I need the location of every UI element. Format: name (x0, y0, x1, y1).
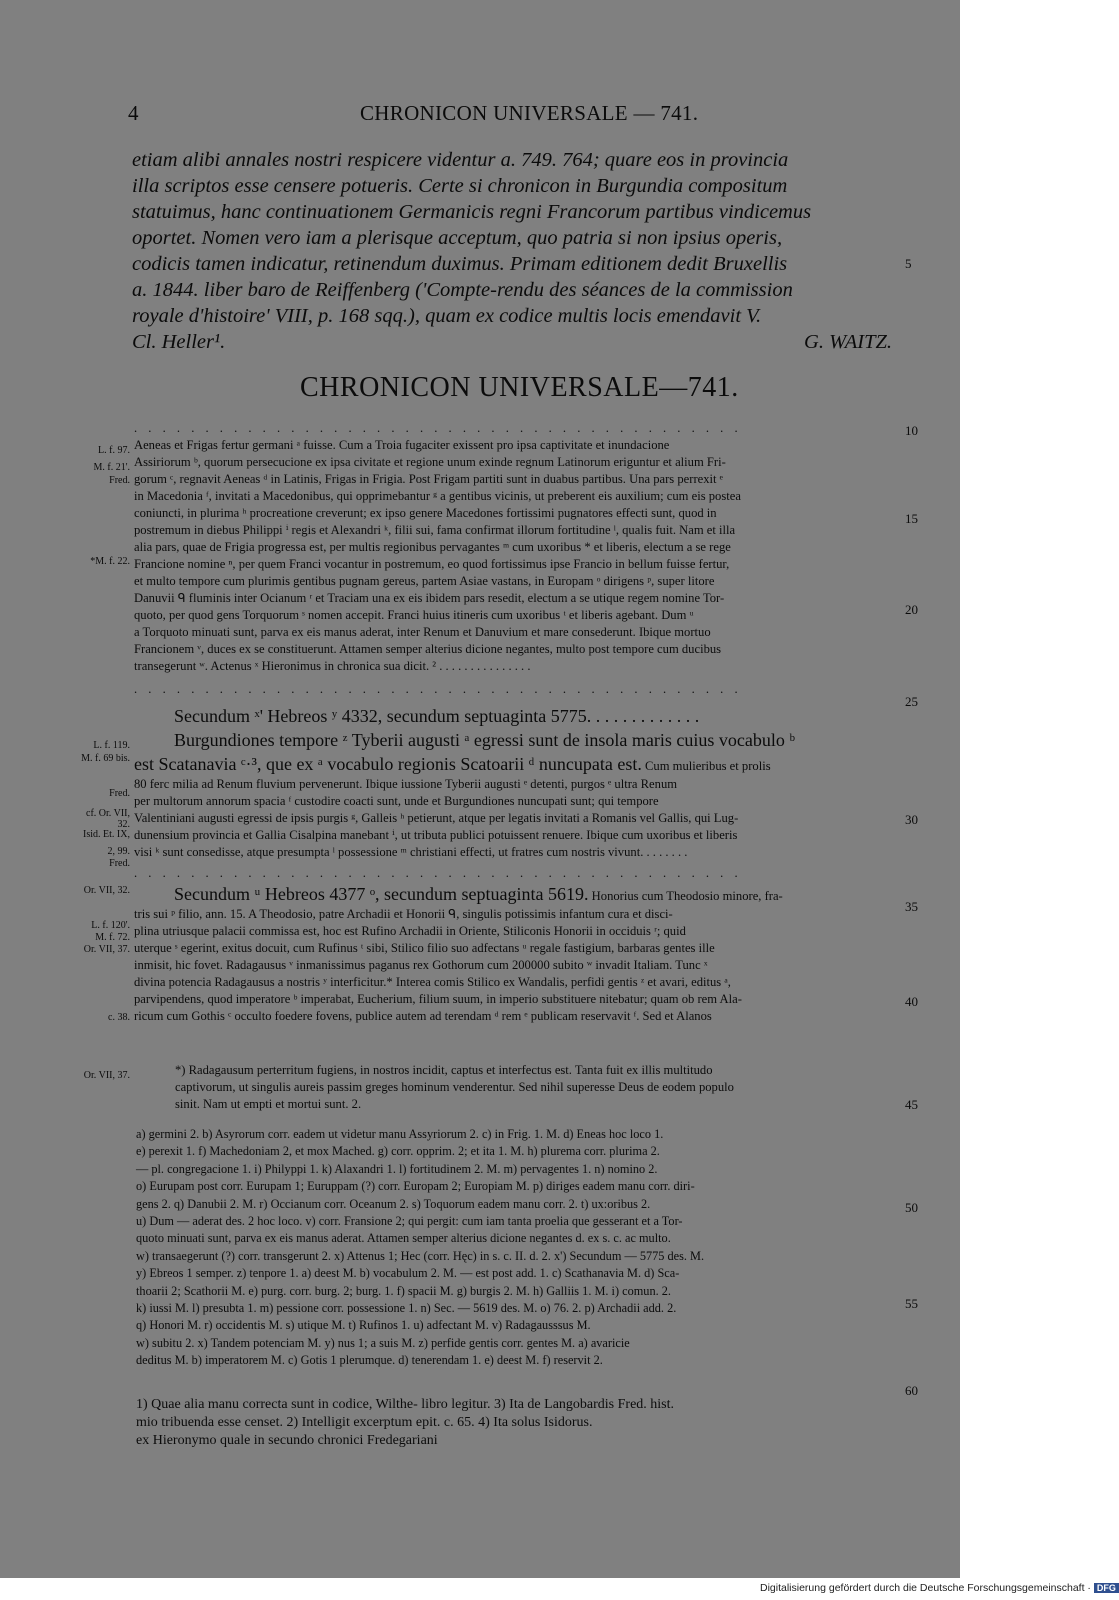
variant-line: — pl. congregacione 1. i) Philyppi 1. k) Alaxandri 1. l) fortitudinem 2. M. m) pervagentes 1. n) nomino 2. (136, 1161, 658, 1176)
line-number: 55 (905, 1296, 918, 1311)
section-heading: Secundum ˣ' Hebreos ʸ 4332, secundum septuaginta 5775. . . . . . . . . . . . . (174, 706, 700, 726)
variant-line: o) Eurupam post corr. Eurupam 1; Euruppam (?) corr. Europam 2; Europiam M. p) diriges eadem manu corr. diri- (136, 1179, 695, 1194)
variant-line: u) Dum — aderat des. 2 hoc loco. v) corr. Fransione 2; qui pergit: cum iam tanta proelia que gesserant et a Tor- (136, 1214, 683, 1229)
dfg-logo: DFG (1094, 1583, 1119, 1593)
line-number: 15 (905, 511, 918, 526)
dot-leader: . . . . . . . . . . . . . . . . . . . . . . . . . . . . . . . . . . . . . . . . . . . (134, 682, 742, 696)
section-heading: Secundum ᵘ Hebreos 4377 ᵒ, secundum septuaginta 5619. (174, 884, 589, 904)
intro-line: a. 1844. liber baro de Reiffenberg ('Compte-rendu des séances de la commission (132, 279, 793, 301)
body-line: a Torquoto minuati sunt, parva ex eis manus aderat, inter Renum et Danuvium et mare consederunt. Ibique mortuo (134, 625, 711, 639)
section-heading: Burgundiones tempore ᶻ Tyberii augusti ᵃ egressi sunt de insola maris cuius vocabulo ᵇ (174, 730, 795, 750)
page-number: 4 (128, 101, 139, 125)
body-line: Danuvii ᑫ fluminis inter Ocianum ʳ et Traciam una ex eis ibidem pars resedit, electum a se utique regem nomine Tor- (134, 591, 725, 605)
intro-line: illa scriptos esse censere potueris. Certe si chronicon in Burgundia compositum (132, 175, 788, 197)
margin-reference: L. f. 97. (98, 445, 130, 456)
credit-text: Digitalisierung gefördert durch die Deutsche Forschungsgemeinschaft · (760, 1582, 1091, 1594)
variant-line: deditus M. b) imperatorem M. c) Gotis 1 plerumque. d) tenerendam 1. e) deest M. f) reservit 2. (136, 1353, 603, 1368)
body-line: Francionem ᵛ, duces ex se constituerunt. Attamen semper alterius dicione negantes, multo post tempore cum ducibus (134, 642, 722, 656)
section-continued: Honorius cum Theodosio minore, fra- (591, 889, 783, 903)
line-number: 5 (905, 256, 912, 271)
dot-leader: . . . . . . . . . . . . . . . . . . . . . . . . . . . . . . . . . . . . . . . . . . . (134, 866, 742, 880)
margin-reference: M. f. 69 bis. (81, 753, 130, 764)
body-line: alia pars, quae de Frigia progressa est, per multis regionibus pervagantes ᵐ cum uxoribus * et liberis, electum a se rege (134, 540, 731, 554)
line-number: 35 (905, 899, 918, 914)
margin-reference: Or. VII, 32. (83, 885, 130, 896)
footnote-line: 1) Quae alia manu correcta sunt in codice, Wilthe- libro legitur. 3) Ita de Langobardis Fred. hist. (136, 1397, 675, 1412)
margin-reference: c. 38. (108, 1012, 130, 1023)
asterisk-note (175, 1062, 905, 1113)
body-line: Aeneas et Frigas fertur germani ᵃ fuisse. Cum a Troia fugaciter exissent pro ipsa captivitate et inundacione (134, 438, 670, 452)
dot-leader: . . . . . . . . . . . . . . . . . . . . . . . . . . . . . . . . . . . . . . . . . . . (134, 421, 742, 435)
intro-line: royale d'histoire' VIII, p. 168 sqq.), quam ex codice multis locis emendavit V. (132, 305, 762, 327)
margin-reference: L. f. 120'. (91, 920, 130, 931)
body-line: 80 ferc milia ad Renum fluvium pervenerunt. Ibique iussione Tyberii augusti ᵉ detenti, purgos ᵉ ultra Renum (134, 777, 678, 791)
scatanavia-text: est Scatanavia ᶜ·³, que ex ᵃ vocabulo regionis Scatoarii ᵈ nuncupata est. (134, 754, 642, 774)
intro-last-text: Cl. Heller¹. (132, 331, 226, 353)
line-number: 20 (905, 602, 918, 617)
intro-line: statuimus, hanc continuationem Germanicis regni Francorum partibus vindicemus (132, 201, 812, 223)
footnote-line: ex Hieronymo quale in secundo chronici Fredegariani (136, 1433, 438, 1448)
scatanavia-continued: Cum mulieribus et prolis (645, 759, 771, 773)
body-line: postremum in diebus Philippi ⁱ regis et Alexandri ᵏ, filii sui, fama confirmat illorum fortitudine ˡ, qualis fuit. Nam et illa (134, 523, 736, 537)
variant-line: e) perexit 1. f) Machedoniam 2, et mox Mached. g) corr. opprim. 2; et ita 1. M. h) plurema corr. plurima 2. (136, 1144, 660, 1159)
body-line: ricum cum Gothis ᶜ occulto foedere fovens, publice autem ad terendam ᵈ rem ᵉ publicam reservavit ᶠ. Sed et Alanos (134, 1009, 712, 1023)
body-line (134, 752, 904, 776)
body-line: Assiriorum ᵇ, quorum persecucione ex ipsa civitate et regione unum exinde regnum Latinorum eriguntur et alium Fri- (134, 455, 726, 469)
body-line: parvipendens, quod imperatore ᵇ imperabat, Eucherium, filium suum, in imperio substituere nitebatur; quam ob rem Ala- (134, 992, 742, 1006)
body-line: plina utriusque palacii commissa est, hoc est Rufino Archadii in Oriente, Stiliconis Honorii in occiduis ʳ; quid (134, 924, 686, 938)
body-line: visi ᵏ sunt consedisse, atque presumpta ˡ possessione ᵐ christiani effecti, ut fratres cum nostris vivunt. . . . . . . . (134, 845, 688, 859)
variant-line: w) subitu 2. x) Tandem potenciam M. y) nus 1; a suis M. z) perfide gentis corr. gentes M. a) avaricie (136, 1335, 630, 1350)
line-number: 10 (905, 423, 918, 438)
editor-signature: G. WAITZ. (804, 331, 892, 353)
body-line: inmisit, hic fovet. Radagausus ᵛ inmanissimus paganus rex Gothorum cum 200000 subito ʷ invadit Italiam. Tunc ˣ (134, 958, 708, 972)
body-line: uterque ˢ egerint, exitus docuit, cum Rufinus ᵗ sibi, Stilico filio suo adfectans ᵘ regale fastigium, barbaras gentes ille (134, 941, 715, 955)
footnote-line: mio tribuenda esse censet. 2) Intelligit excerptum epit. c. 65. 4) Ita solus Isidorus. (136, 1415, 593, 1430)
margin-reference: Or. VII, 37. (83, 1070, 130, 1081)
margin-reference: 32. (117, 819, 130, 830)
margin-reference: Isid. Et. IX, (83, 829, 130, 840)
intro-line: etiam alibi annales nostri respicere videntur a. 749. 764; quare eos in provincia (132, 149, 789, 171)
variant-apparatus (136, 1126, 906, 1370)
variant-line: thoarii 2; Scathorii M. e) purg. corr. burg. 2; burg. 1. f) spacii M. g) burgis 2. M. h) Galliis 1. M. i) comun. 2. (136, 1283, 671, 1298)
line-number: 30 (905, 812, 918, 827)
running-title: CHRONICON UNIVERSALE — 741. (360, 101, 699, 125)
line-number: 25 (905, 694, 918, 709)
body-line: gorum ᶜ, regnavit Aeneas ᵈ in Latinis, Frigas in Frigia. Post Frigam partiti sunt in duabus partibus. Una pars perrexit ᵉ (134, 472, 723, 486)
line-number: 60 (905, 1383, 918, 1398)
note-line: sinit. Nam ut empti et mortui sunt. 2. (175, 1097, 362, 1111)
body-line: transegerunt ʷ. Actenus ˣ Hieronimus in chronica sua dicit. ² . . . . . . . . . . . . . . . (134, 659, 531, 673)
body-line: dunensium provincia et Gallia Cisalpina manebant ⁱ, ut tributa publici potuissent renuere. Ibique cum uxoribus et liberis (134, 828, 738, 842)
body-line: quoto, per quod gens Torquorum ˢ nomen accepit. Franci huius itineris cum uxoribus ᵗ et liberis agebant. Dum ᵘ (134, 608, 694, 622)
line-number: 50 (905, 1200, 918, 1215)
margin-reference: M. f. 72. (95, 932, 130, 943)
body-line (174, 882, 904, 906)
margin-reference: Or. VII, 37. (83, 944, 130, 955)
body-line: coniuncti, in plurima ʰ procreatione creverunt; ex ipso genere Macedones fortissimi pugnatores effecti sunt, quod in (134, 506, 717, 520)
intro-last-line (132, 329, 892, 355)
margin-reference: *M. f. 22. (90, 556, 130, 567)
body-line: tris sui ᵖ filio, ann. 15. A Theodosio, patre Archadii et Honorii ᑫ, singulis potissimis infantum cura et disci- (134, 907, 673, 921)
margin-reference: Fred. (109, 475, 130, 486)
body-line: divina potencia Radagausus a nostris ʸ interficitur.* Interea comis Stilico ex Wandalis, perfidi gentis ᶻ et avari, editus ᵃ, (134, 975, 731, 989)
variant-line: w) transaegerunt (?) corr. transgerunt 2. x) Attenus 1; Hec (corr. Hęc) in s. c. II. d. 2. x') Secundum — 5775 des. M. (136, 1248, 705, 1263)
margin-reference: Fred. (109, 788, 130, 799)
margin-reference: Fred. (109, 858, 130, 869)
chronicle-text (134, 420, 904, 1025)
intro-line: codicis tamen indicatur, retinendum duximus. Primam editionem dedit Bruxellis (132, 253, 788, 275)
body-line: Valentiniani augusti egressi de ipsis purgis ᵍ, Galleis ʰ petierunt, atque per legatis invitati a Romanis vel Gallis, qui Lug- (134, 811, 739, 825)
body-line: Francione nomine ⁿ, per quem Franci vocantur in postremum, eo quod fortissimus ipse Francio in bellum fuisse fertur, (134, 557, 730, 571)
footnotes (136, 1396, 906, 1450)
variant-line: quoto minuati sunt, parva ex eis manus aderat. Attamen semper alterius dicione negantes d. ex s. c. ac multo. (136, 1231, 671, 1246)
variant-line: k) iussi M. l) presubta 1. m) pessione corr. possessione 1. n) Sec. — 5619 des. M. o) 76. 2. p) Archadii add. 2. (136, 1301, 677, 1316)
margin-reference: 2, 99. (107, 846, 130, 857)
intro-line: oportet. Nomen vero iam a plerisque acceptum, quo patria si non ipsius operis, (132, 227, 783, 249)
line-number: 45 (905, 1097, 918, 1112)
chronicon-title: CHRONICON UNIVERSALE—741. (300, 372, 739, 403)
line-number: 40 (905, 994, 918, 1009)
margin-reference: L. f. 119. (93, 740, 130, 751)
margin-reference: M. f. 21'. (93, 462, 130, 473)
variant-line: a) germini 2. b) Asyrorum corr. eadem ut videtur manu Assyriorum 2. c) in Frig. 1. M. d) Eneas hoc loco 1. (136, 1127, 664, 1141)
body-line: in Macedonia ᶠ, invitati a Macedonibus, qui opprimebantur ᵍ a gentibus vicinis, ut preberent eis auxilium; cum eis postea (134, 489, 741, 503)
intro-paragraph (132, 147, 902, 355)
body-line: et multo tempore cum plurimis gentibus pugnam gereus, partem Asiae vastans, in Europam ᵒ dirigens ᵖ, super litore (134, 574, 715, 588)
note-line: captivorum, ut singulis aureis passim greges hominum venderentur. Sed nihil superesse Deus de eodem populo (175, 1080, 734, 1094)
body-line: per multorum annorum spacia ᶠ custodire coacti sunt, unde et Burgundiones nuncupati sunt; qui tempore (134, 794, 659, 808)
variant-line: y) Ebreos 1 semper. z) tenpore 1. a) deest M. b) vocabulum 2. M. — est post add. 1. c) Scathanavia M. d) Sca- (136, 1266, 680, 1281)
digitization-credit (760, 1582, 1119, 1594)
variant-line: gens 2. q) Danubii 2. M. r) Occianum corr. Oceanum 2. s) Toquorum eadem manu corr. 2. t) ux:oribus 2. (136, 1196, 651, 1211)
margin-reference: cf. Or. VII, (86, 808, 130, 819)
variant-line: q) Honori M. r) occidentis M. s) utique M. t) Rufinos 1. u) adfectant M. v) Radagausssus M. (136, 1318, 591, 1333)
note-line: *) Radagausum perterritum fugiens, in nostros incidit, captus et interfectus est. Tanta fuit ex illis multitudo (175, 1063, 713, 1077)
